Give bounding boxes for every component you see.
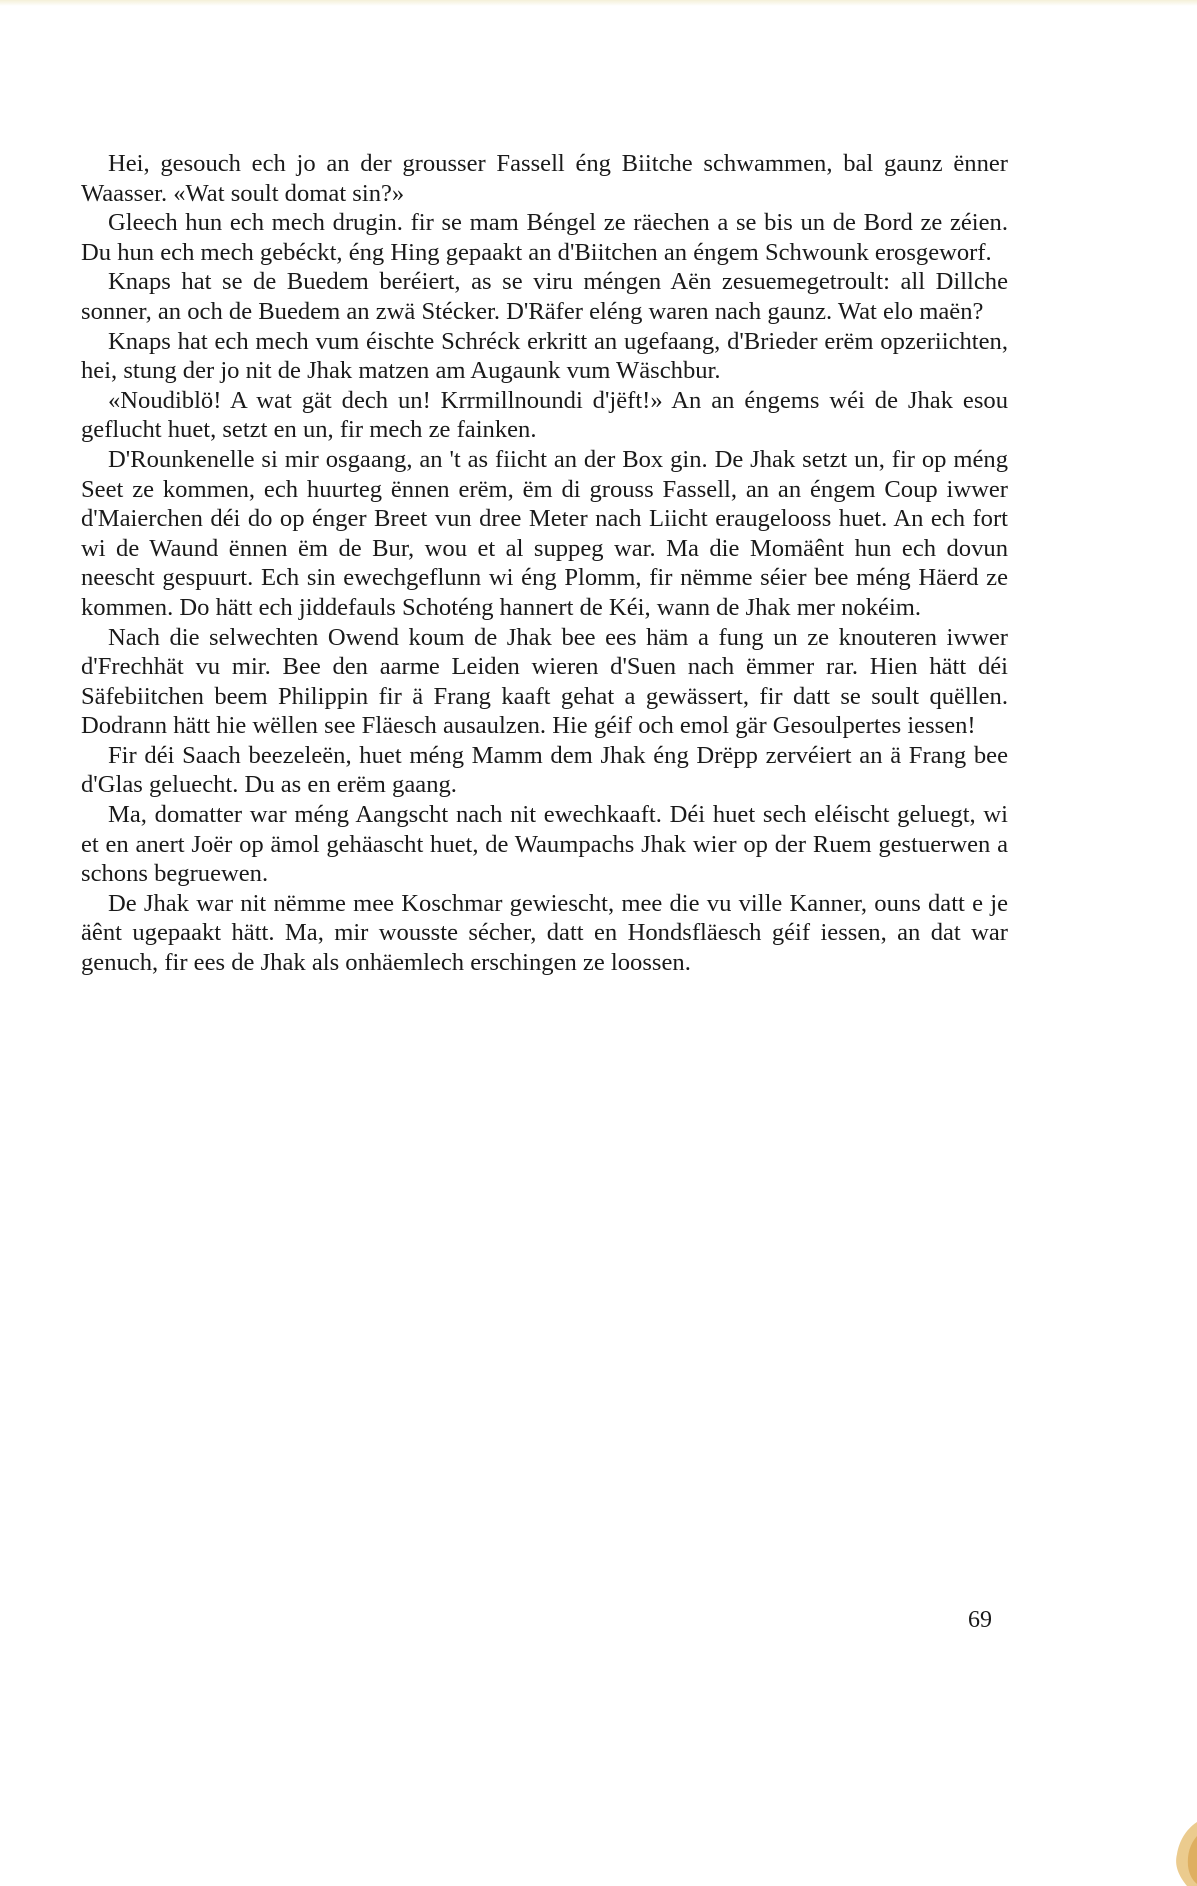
paragraph: «Noudiblö! A wat gät dech un! Krrmillnoundi d'jëft!» An an éngems wéi de Jhak esou geflucht huet, setzt en un, fir mech ze fainken. — [81, 386, 1008, 444]
paragraph: Ma, domatter war méng Aangscht nach nit ewechkaaft. Déi huet sech eléischt geluegt, wi et en anert Joër op ämol gehäascht huet, de Waumpachs Jhak wier op der Ruem gestuerwen a schons begruewen. — [81, 801, 1008, 888]
paragraph: Knaps hat se de Buedem beréiert, as se viru méngen Aën zesuemegetroult: all Dillche sonner, an och de Buedem an zwä Stécker. D'Räfer eléng waren nach gaunz. Wat elo maën? — [81, 268, 1008, 325]
paragraph: Hei, gesouch ech jo an der grousser Fassell éng Biitche schwammen, bal gaunz ënner Waasser. «Wat soult domat sin?» — [81, 150, 1008, 207]
paragraph: Knaps hat ech mech vum éischte Schréck erkritt an ugefaang, d'Brieder erëm opzeriichten, hei, stung der jo nit de Jhak matzen am Augaunk vum Wäschbur. — [81, 327, 1008, 385]
page-top-edge — [0, 0, 1197, 6]
paragraph: D'Rounkenelle si mir osgaang, an 't as fiicht an der Box gin. De Jhak setzt un, fir op méng Seet ze kommen, ech huurteg ënnen erëm, ëm di grouss Fassell, an an éngem Coup iwwer d'Maierchen déi do op énger Breet vun dree Meter nach Liicht eraugelooss huet. An ech fort wi de Waund ënnen ëm de Bur, wou et al suppeg war. Ma die Momäênt hun ech dovun neescht gespuurt. Ech sin ewechgeflunn wi éng Plomm, fir nëmme séier bee méng Häerd ze kommen. Do hätt ech jiddefauls Schoténg hannert de Kéi, wann de Jhak mer nokéim. — [81, 445, 1008, 621]
paragraph: Gleech hun ech mech drugin. fir se mam Béngel ze räechen a se bis un de Bord ze zéien. Du hun ech mech gebéckt, éng Hing gepaakt an d'Biitchen an éngem Schwounk erosgeworf. — [81, 209, 1008, 266]
paragraph: Nach die selwechten Owend koum de Jhak bee ees häm a fung un ze knouteren iwwer d'Frechhät vu mir. Bee den aarme Leiden wieren d'Suen nach ëmmer rar. Hien hätt déi Säfebiitchen beem Philippin fir ä Frang kaaft gehat a gewässert, fir datt se soult quëllen. Dodrann hätt hie wëllen see Fläesch ausaulzen. Hie géif och emol gär Gesoulpertes iessen! — [81, 623, 1008, 740]
body-text — [81, 149, 1008, 978]
paragraph: Fir déi Saach beezeleën, huet méng Mamm dem Jhak éng Drëpp zervéiert an ä Frang bee d'Glas geluecht. Du as en erëm gaang. — [81, 741, 1008, 799]
page-corner-stain — [1127, 1816, 1197, 1886]
page-number: 69 — [968, 1607, 992, 1633]
paragraph: De Jhak war nit nëmme mee Koschmar gewiescht, mee die vu ville Kanner, ouns datt e je äênt ugepaakt hätt. Ma, mir wousste sécher, datt en Hondsfläesch géif iessen, an dat war genuch, fir ees de Jhak als onhäemlech erschingen ze loossen. — [81, 889, 1008, 977]
